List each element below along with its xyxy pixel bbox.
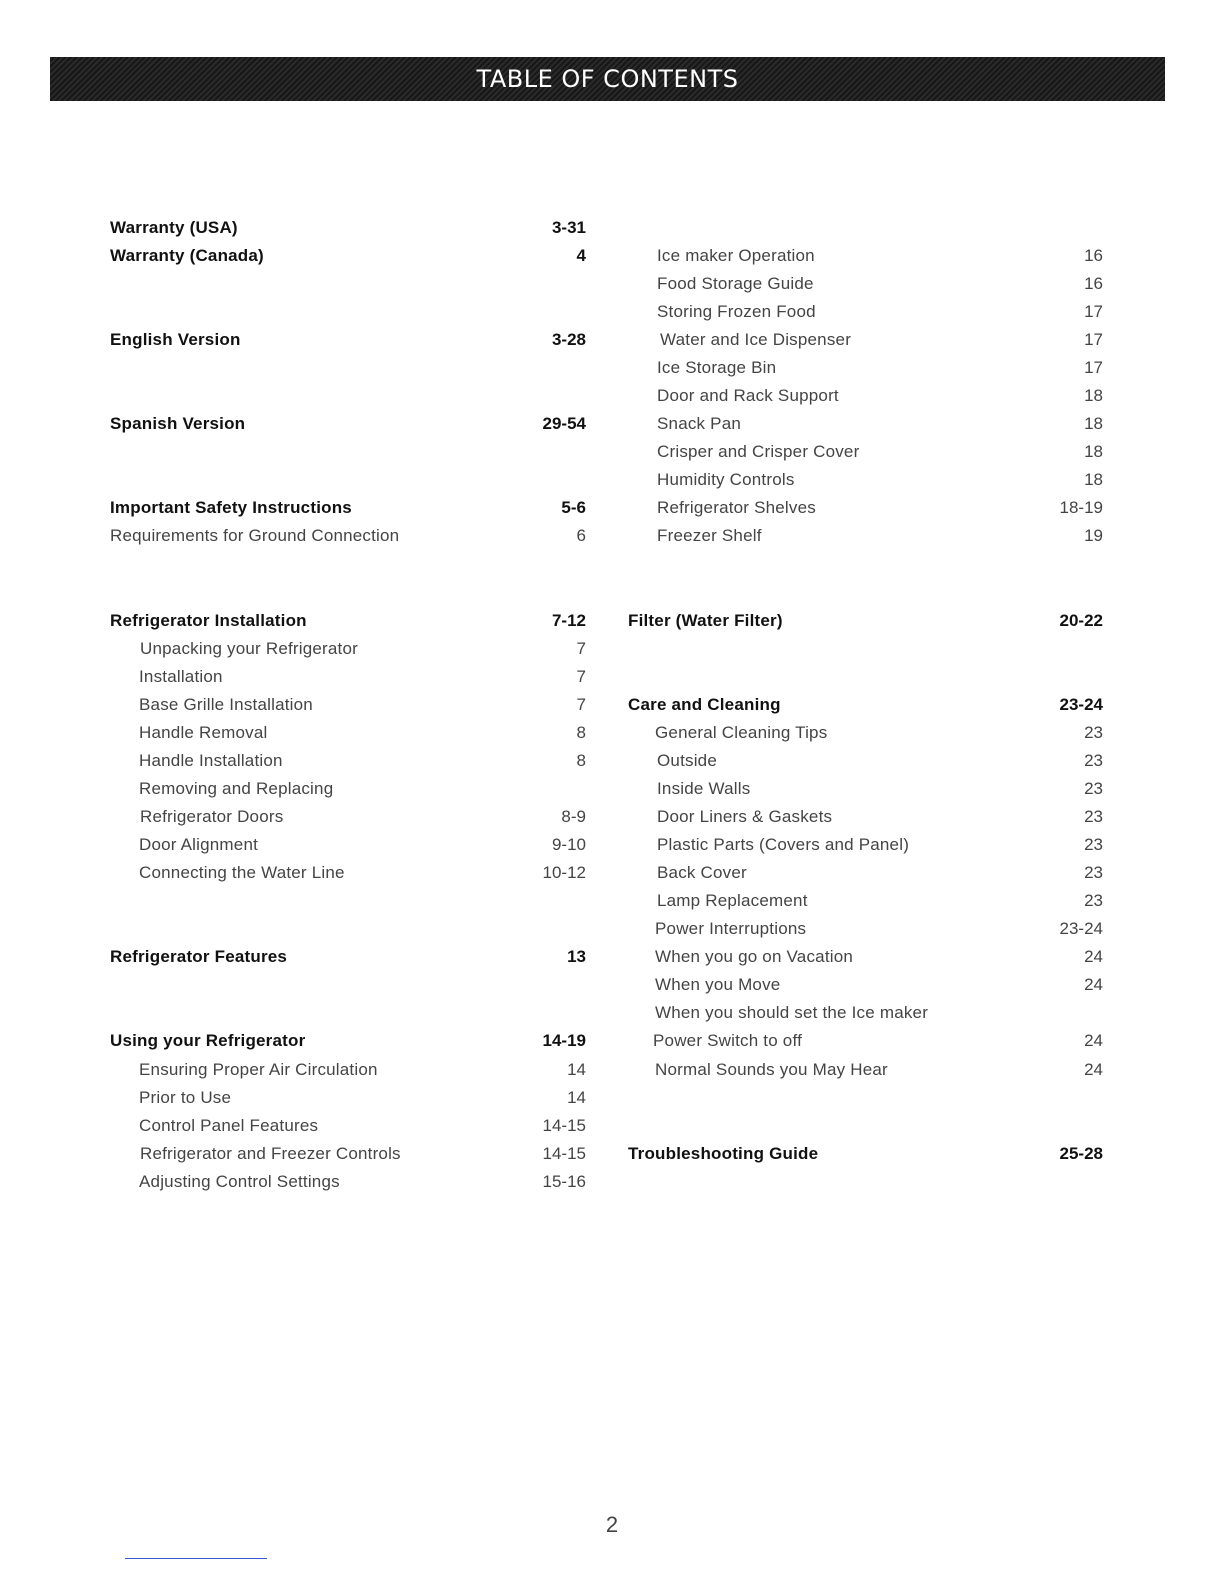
toc-entry-page: 16 [1084, 246, 1103, 265]
toc-entry-label: Requirements for Ground Connection [110, 526, 400, 545]
toc-entry-label: Connecting the Water Line [139, 863, 345, 882]
toc-entry-move[interactable] [628, 971, 1103, 999]
toc-entry-page: 23 [1084, 863, 1103, 882]
toc-entry-label: Normal Sounds you May Hear [655, 1060, 888, 1079]
toc-entry-label: Ensuring Proper Air Circulation [139, 1060, 378, 1079]
toc-entry-water-filter[interactable] [628, 607, 1103, 635]
toc-entry-lamp-replacement[interactable] [628, 887, 1103, 915]
toc-entry-page: 3-28 [551, 330, 586, 349]
toc-entry-label: Base Grille Installation [139, 695, 313, 714]
toc-entry-page: 7-12 [551, 611, 586, 630]
toc-entry-frozen-food[interactable] [628, 298, 1103, 326]
toc-entry-page: 18 [1084, 442, 1103, 461]
toc-entry-plastic-parts[interactable] [628, 831, 1103, 859]
toc-entry-page: 16 [1084, 274, 1103, 293]
toc-entry-unpacking[interactable] [110, 635, 586, 663]
toc-entry-food-storage[interactable] [628, 270, 1103, 298]
toc-header-banner [50, 57, 1165, 101]
toc-entry-handle-installation[interactable] [110, 747, 586, 775]
toc-entry-label: Water and Ice Dispenser [660, 330, 852, 349]
toc-entry-label: Adjusting Control Settings [139, 1172, 340, 1191]
toc-entry-care-cleaning[interactable] [628, 691, 1103, 719]
toc-entry-label: Handle Removal [139, 723, 268, 742]
toc-entry-label: English Version [110, 330, 241, 349]
toc-entry-page: 14 [567, 1088, 586, 1107]
toc-entry-page: 18 [1084, 386, 1103, 405]
toc-entry-page: 7 [576, 667, 586, 686]
toc-entry-refrigerator-doors[interactable] [110, 803, 586, 831]
toc-entry-label: Refrigerator and Freezer Controls [140, 1144, 401, 1163]
toc-entry-label: Humidity Controls [657, 470, 795, 489]
toc-entry-page: 24 [1084, 947, 1103, 966]
toc-entry-page: 14-19 [542, 1031, 586, 1050]
toc-entry-page: 23 [1084, 807, 1103, 826]
toc-entry-safety-instructions[interactable] [110, 494, 586, 522]
toc-entry-using-refrigerator[interactable] [110, 1027, 586, 1055]
toc-entry-label: Unpacking your Refrigerator [140, 639, 358, 658]
toc-entry-cleaning-tips[interactable] [628, 719, 1103, 747]
toc-entry-page: 24 [1084, 1060, 1103, 1079]
toc-entry-label: General Cleaning Tips [655, 723, 828, 742]
toc-entry-snack-pan[interactable] [628, 410, 1103, 438]
toc-entry-power-interruptions[interactable] [628, 915, 1103, 943]
toc-entry-label: Storing Frozen Food [657, 302, 816, 321]
toc-entry-troubleshooting[interactable] [628, 1140, 1103, 1168]
toc-entry-label: Door Liners & Gaskets [657, 807, 833, 826]
toc-entry-inside-walls[interactable] [628, 775, 1103, 803]
toc-entry-label: Troubleshooting Guide [628, 1144, 819, 1163]
toc-entry-label: Lamp Replacement [657, 891, 808, 910]
toc-entry-page: 23 [1084, 779, 1103, 798]
toc-entry-page: 19 [1084, 526, 1103, 545]
toc-entry-page: 23 [1084, 751, 1103, 770]
toc-entry-page: 15-16 [542, 1172, 586, 1191]
toc-entry-page: 23-24 [1059, 695, 1103, 714]
toc-entry-back-cover[interactable] [628, 859, 1103, 887]
toc-entry-label: Freezer Shelf [657, 526, 762, 545]
toc-entry-page: 23 [1084, 723, 1103, 742]
toc-entry-base-grille[interactable] [110, 691, 586, 719]
toc-entry-prior-to-use[interactable] [110, 1084, 586, 1112]
footer-divider [125, 1558, 267, 1559]
toc-entry-page: 5-6 [561, 498, 586, 517]
toc-entry-refrigerator-shelves[interactable] [628, 494, 1103, 522]
toc-entry-label: Removing and Replacing [139, 779, 334, 798]
toc-entry-page: 17 [1084, 302, 1103, 321]
toc-entry-label: Important Safety Instructions [110, 498, 352, 517]
toc-entry-ice-maker-switch[interactable] [628, 999, 1103, 1027]
toc-entry-label: Handle Installation [139, 751, 283, 770]
toc-entry-label: Refrigerator Features [110, 947, 288, 966]
toc-entry-label: Warranty (USA) [110, 218, 238, 237]
toc-entry-installation[interactable] [110, 663, 586, 691]
toc-entry-page: 8-9 [561, 807, 586, 826]
toc-entry-page: 7 [576, 639, 586, 658]
toc-entry-label: Care and Cleaning [628, 695, 781, 714]
page-number: 2 [605, 1512, 619, 1537]
toc-entry-label: Installation [139, 667, 223, 686]
toc-entry-label: Inside Walls [657, 779, 751, 798]
toc-entry-page: 23-24 [1059, 919, 1103, 938]
toc-entry-humidity-controls[interactable] [628, 466, 1103, 494]
toc-entry-ice-maker-operation[interactable] [628, 242, 1103, 270]
toc-entry-page: 14-15 [542, 1116, 586, 1135]
toc-entry-adjusting-controls[interactable] [110, 1168, 586, 1196]
toc-entry-warranty-canada[interactable] [110, 242, 586, 270]
toc-entry-control-panel[interactable] [110, 1112, 586, 1140]
toc-entry-page: 17 [1084, 330, 1103, 349]
toc-entry-outside[interactable] [628, 747, 1103, 775]
toc-entry-label: Outside [657, 751, 717, 770]
toc-entry-page: 9-10 [551, 835, 586, 854]
toc-entry-freezer-shelf[interactable] [628, 522, 1103, 550]
toc-entry-air-circulation[interactable] [110, 1056, 586, 1084]
page-title: TABLE OF CONTENTS [476, 65, 739, 93]
toc-entry-label: When you Move [655, 975, 781, 994]
toc-entry-door-liners[interactable] [628, 803, 1103, 831]
toc-entry-label: Refrigerator Shelves [657, 498, 816, 517]
toc-entry-normal-sounds[interactable] [628, 1056, 1103, 1084]
toc-entry-page: 14-15 [542, 1144, 586, 1163]
toc-entry-handle-removal[interactable] [110, 719, 586, 747]
toc-entry-refrigerator-features[interactable] [110, 943, 586, 971]
toc-entry-page: 29-54 [542, 414, 586, 433]
toc-entry-label: Food Storage Guide [657, 274, 814, 293]
toc-entry-refrigerator-installation[interactable] [110, 607, 586, 635]
toc-entry-label: Snack Pan [657, 414, 742, 433]
toc-entry-page: 18-19 [1059, 498, 1103, 517]
toc-entry-page: 20-22 [1059, 611, 1103, 630]
toc-entry-water-ice-dispenser[interactable] [628, 326, 1103, 354]
toc-entry-label: Refrigerator Doors [140, 807, 284, 826]
toc-entry-label: Refrigerator Installation [110, 611, 307, 630]
toc-entry-label: Ice Storage Bin [657, 358, 777, 377]
toc-entry-label: Filter (Water Filter) [628, 611, 783, 630]
toc-entry-page: 10-12 [542, 863, 586, 882]
toc-entry-page: 17 [1084, 358, 1103, 377]
toc-entry-label: Prior to Use [139, 1088, 232, 1107]
toc-entry-page: 8 [576, 723, 586, 742]
toc-entry-ground-connection[interactable] [110, 522, 586, 550]
toc-entry-label: Spanish Version [110, 414, 246, 433]
toc-entry-label: Control Panel Features [139, 1116, 319, 1135]
toc-entry-page: 18 [1084, 470, 1103, 489]
toc-entry-vacation[interactable] [628, 943, 1103, 971]
toc-entry-english-version[interactable] [110, 326, 586, 354]
toc-entry-page: 4 [576, 246, 586, 265]
toc-entry-page: 18 [1084, 414, 1103, 433]
toc-entry-page: 25-28 [1059, 1144, 1103, 1163]
toc-entry-door-rack-support[interactable] [628, 382, 1103, 410]
toc-entry-ice-storage-bin[interactable] [628, 354, 1103, 382]
toc-entry-label: Plastic Parts (Covers and Panel) [657, 835, 910, 854]
toc-entry-page: 8 [576, 751, 586, 770]
toc-entry-warranty-usa[interactable] [110, 214, 586, 242]
toc-entry-label: Power Interruptions [655, 919, 807, 938]
toc-entry-page: 24 [1084, 975, 1103, 994]
toc-entry-freezer-controls[interactable] [110, 1140, 586, 1168]
toc-entry-label: Ice maker Operation [657, 246, 815, 265]
toc-entry-water-line[interactable] [110, 859, 586, 887]
toc-entry-power-switch-off[interactable] [628, 1027, 1103, 1055]
toc-entry-label: Using your Refrigerator [110, 1031, 306, 1050]
toc-entry-crisper[interactable] [628, 438, 1103, 466]
toc-entry-page: 3-31 [551, 218, 586, 237]
toc-entry-removing-replacing[interactable] [110, 775, 586, 803]
toc-entry-label: Warranty (Canada) [110, 246, 264, 265]
toc-entry-page: 14 [567, 1060, 586, 1079]
toc-entry-page: 23 [1084, 835, 1103, 854]
toc-entry-page: 23 [1084, 891, 1103, 910]
toc-entry-label: Crisper and Crisper Cover [657, 442, 860, 461]
toc-entry-page: 13 [567, 947, 586, 966]
toc-entry-page: 6 [576, 526, 586, 545]
toc-entry-label: When you go on Vacation [655, 947, 854, 966]
toc-entry-label: Power Switch to off [653, 1031, 802, 1050]
toc-entry-page: 7 [576, 695, 586, 714]
toc-entry-spanish-version[interactable] [110, 410, 586, 438]
toc-entry-label: Door and Rack Support [657, 386, 839, 405]
toc-entry-page: 24 [1084, 1031, 1103, 1050]
toc-entry-label: Back Cover [657, 863, 747, 882]
toc-entry-label: Door Alignment [139, 835, 259, 854]
toc-entry-label: When you should set the Ice maker [655, 1003, 929, 1022]
toc-entry-door-alignment[interactable] [110, 831, 586, 859]
